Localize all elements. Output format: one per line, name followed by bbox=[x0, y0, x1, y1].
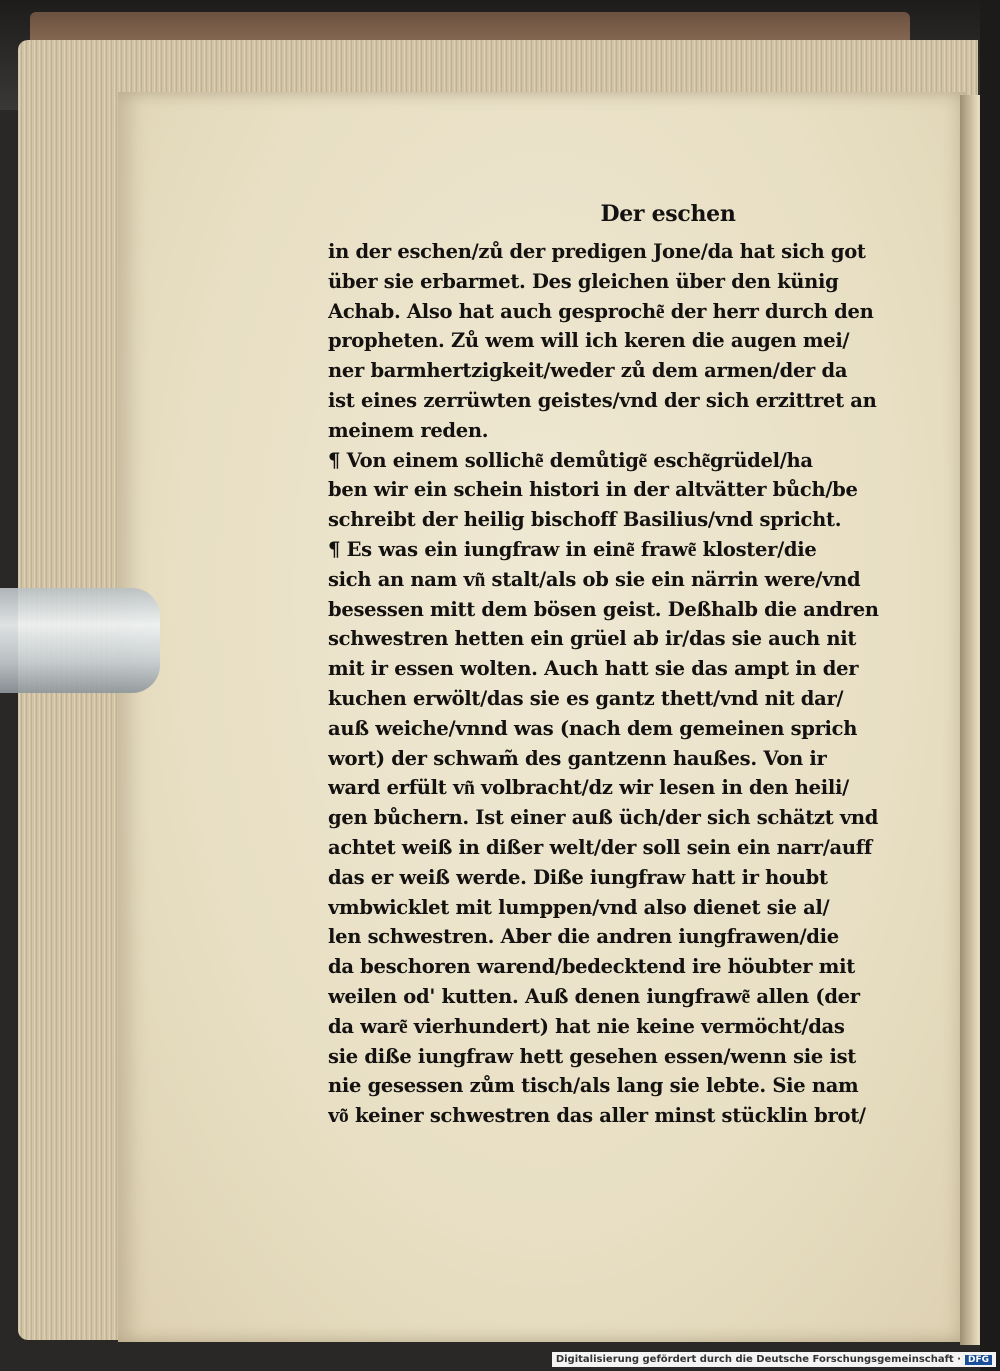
dfg-logo: DFG bbox=[965, 1355, 992, 1365]
page-holder-clip bbox=[0, 588, 160, 693]
text-line: sie diße iungfraw hett gesehen essen/wenn sie ist bbox=[328, 1044, 856, 1068]
text-line: mit ir essen wolten. Auch hatt sie das ampt in der bbox=[328, 657, 859, 681]
text-line: auß weiche/vnnd was (nach dem gemeinen sprich bbox=[328, 716, 858, 740]
text-line: propheten. Zů wem will ich keren die augen mei/ bbox=[328, 329, 850, 353]
text-line: da beschoren warend/bedecktend ire höubter mit bbox=[328, 955, 855, 979]
text-line: wort) der schwam̃ des gantzenn haußes. Von ir bbox=[328, 746, 827, 770]
text-line: achtet weiß in dißer welt/der soll sein ein narr/auff bbox=[328, 835, 872, 859]
text-line: Achab. Also hat auch gesproche͂ der herr durch den bbox=[328, 299, 874, 323]
text-line: das er weiß werde. Diße iungfraw hatt ir houbt bbox=[328, 865, 828, 889]
text-line: meinem reden. bbox=[328, 418, 489, 442]
text-line: sich an nam vn͂ stalt/als ob sie ein närrin were/vnd bbox=[328, 567, 861, 591]
text-line: nie gesessen zům tisch/als lang sie lebte. Sie nam bbox=[328, 1074, 859, 1098]
footer-text: Digitalisierung gefördert durch die Deutsche Forschungsgemeinschaft · bbox=[555, 1354, 961, 1365]
text-line: vo͂ keiner schwestren das aller minst stücklin brot/ bbox=[328, 1104, 866, 1128]
text-line: ben wir ein schein histori in der altvätter bůch/be bbox=[328, 478, 858, 502]
text-line: ¶ Es was ein iungfraw in eine͂ frawe͂ kloster/die bbox=[328, 537, 817, 561]
text-line: gen bůchern. Ist einer auß üch/der sich schätzt vnd bbox=[328, 806, 879, 830]
text-line: schwestren hetten ein grüel ab ir/das sie auch nit bbox=[328, 627, 857, 651]
text-line: weilen od' kutten. Auß denen iungfrawe͂ allen (der bbox=[328, 984, 860, 1008]
text-line: über sie erbarmet. Des gleichen über den künig bbox=[328, 269, 839, 293]
text-line: da ware͂ vierhundert) hat nie keine vermöcht/das bbox=[328, 1014, 845, 1038]
text-line: vmbwicklet mit lumppen/vnd also dienet sie al/ bbox=[328, 895, 830, 919]
text-line: in der eschen/zů der predigen Jone/da hat sich got bbox=[328, 240, 866, 263]
scan-edge bbox=[980, 0, 1000, 1371]
text-line: ist eines zerrüwten geistes/vnd der sich erzittret an bbox=[328, 388, 877, 412]
text-line: ¶ Von einem solliche͂ demůtige͂ esche͂grüdel/ha bbox=[328, 448, 813, 472]
digitization-footer bbox=[552, 1352, 996, 1367]
text-line: kuchen erwölt/das sie es gantz thett/vnd nit dar/ bbox=[328, 686, 844, 710]
text-line: schreibt der heilig bischoff Basilius/vnd spricht. bbox=[328, 508, 842, 532]
text-line: besessen mitt dem bösen geist. Deßhalb die andren bbox=[328, 597, 879, 621]
text-line: len schwestren. Aber die andren iungfrawen/die bbox=[328, 925, 839, 949]
page-text bbox=[328, 195, 888, 1131]
text-line: ward erfült vn͂ volbracht/dz wir lesen in den heili/ bbox=[328, 776, 849, 800]
text-line: ner barmhertzigkeit/weder zů dem armen/der da bbox=[328, 359, 848, 383]
running-head: Der eschen bbox=[600, 201, 736, 227]
